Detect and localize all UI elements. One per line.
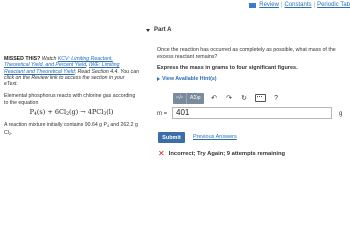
answer-variable-label: m = xyxy=(157,111,168,117)
iwe-prefix: , xyxy=(86,62,89,69)
problem-text: Elemental phosphorus reacts with chlorine gas according to the equation xyxy=(4,93,136,106)
part-a-header[interactable] xyxy=(146,27,171,33)
problem-statement xyxy=(4,56,139,137)
greek-symbols-button[interactable]: AΣφ xyxy=(186,93,204,104)
reaction-equation: $P_4(s) + 6Cl_2(g) \to 4PCl_3(l)$ xyxy=(29,108,114,118)
help-icon[interactable]: ? xyxy=(274,94,279,102)
math-palette xyxy=(173,93,204,104)
math-toolbar xyxy=(173,92,281,104)
answer-unit: g xyxy=(339,111,343,117)
instruction-text: Express the mass in grams to four significant figures. xyxy=(157,65,298,71)
part-title: Part A xyxy=(154,27,172,33)
book-icon xyxy=(249,3,256,8)
templates-button[interactable]: ▫√▫ xyxy=(176,95,183,101)
expand-triangle-icon xyxy=(157,77,160,81)
watch-label: Watch xyxy=(40,56,57,62)
previous-answers-link[interactable]: Previous Answers xyxy=(193,134,237,140)
iwe-link[interactable]: IWE: Limiting Reactant and Theoretical Yield xyxy=(4,62,120,75)
view-hints-link[interactable]: View Available Hint(s) xyxy=(157,76,217,82)
question-text: Once the reaction has occurred as completely as possible, what mass of the excess reactant remains? xyxy=(157,47,336,60)
constants-link[interactable]: Constants xyxy=(284,2,312,8)
reset-icon[interactable]: ↻ xyxy=(241,95,247,102)
keyboard-icon[interactable] xyxy=(255,94,266,102)
feedback-message xyxy=(158,150,285,158)
mixture-text: A reaction mixture initially contains 90.64 g $P_4$ and 262.2 g $Cl_2$. xyxy=(4,122,138,136)
separator: | xyxy=(313,2,316,8)
top-links xyxy=(249,1,350,10)
read-section-text: ; Read Section 4.4. You can click on the Review link to access the section in your eText. xyxy=(4,68,139,88)
incorrect-x-icon: ✕ xyxy=(158,149,165,158)
periodic-table-link[interactable]: Periodic Tab xyxy=(317,2,350,8)
answer-input[interactable]: 401 xyxy=(172,107,332,119)
feedback-text: Incorrect; Try Again; 9 attempts remaining xyxy=(168,151,286,157)
separator: | xyxy=(280,2,283,8)
kcv-link[interactable]: KCV: Limiting Reactant, Theoretical Yield, and Percent Yield xyxy=(4,56,113,69)
submit-button[interactable]: Submit xyxy=(158,132,185,143)
redo-icon[interactable]: ↷ xyxy=(226,95,232,102)
missed-this-label: MISSED THIS? xyxy=(4,56,41,62)
undo-icon[interactable]: ↶ xyxy=(211,95,217,102)
review-link[interactable]: Review xyxy=(259,2,279,8)
collapse-triangle-icon xyxy=(146,29,150,32)
